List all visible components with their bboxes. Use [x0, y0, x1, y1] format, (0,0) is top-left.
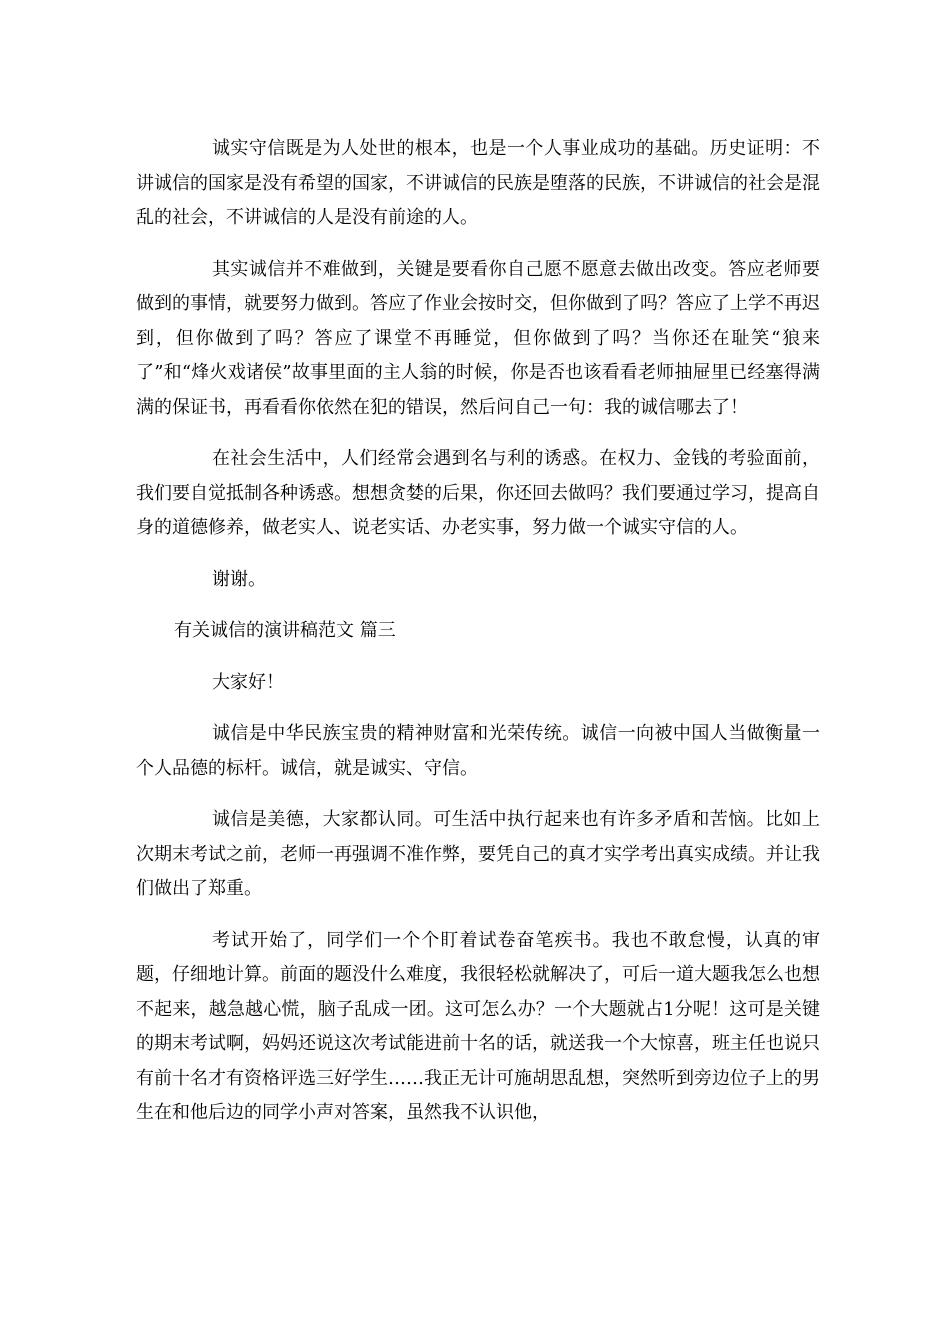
paragraph-exam-story: 考试开始了，同学们一个个盯着试卷奋笔疾书。我也不敢怠慢，认真的审题，仔细地计算。前面的题没什么难度，我很轻松就解决了，可后一道大题我怎么也想不起来，越急越心慌，脑子乱成一团。这可怎么办？一个大题就占1分呢！这可是关键的期末考试啊，妈妈还说这次考试能进前十名的话，就送我一个大惊喜，班主任也说只有前十名才有资格评选三好学生……我正无计可施胡思乱想，突然听到旁边位子上的男生在和他后边的同学小声对答案，虽然我不认识他， — [136, 929, 820, 1123]
paragraph-thanks: 谢谢。 — [212, 568, 266, 590]
paragraph-honesty-not-hard: 其实诚信并不难做到，关键是要看你自己愿不愿意去做出改变。答应老师要做到的事情，就要努力做到。答应了作业会按时交，但你做到了吗？答应了上学不再迟到，但你做到了吗？答应了课堂不再睡觉，但你做到了吗？当你还在耻笑“狼来了”和“烽火戏诸侯”故事里面的主人翁的时候，你是否也该看看老师抽屉里已经塞得满满的保证书，再看看你依然在犯的错误，然后问自己一句：我的诚信哪去了！ — [136, 258, 820, 418]
paragraph-honesty-foundation: 诚实守信既是为人处世的根本，也是一个人事业成功的基础。历史证明：不讲诚信的国家是没有希望的国家，不讲诚信的民族是堕落的民族，不讲诚信的社会是混乱的社会，不讲诚信的人是没有前途的人。 — [136, 138, 820, 228]
section-heading: 有关诚信的演讲稿范文 篇三 — [174, 620, 396, 641]
paragraph-honesty-tradition: 诚信是中华民族宝贵的精神财富和光荣传统。诚信一向被中国人当做衡量一个人品德的标杆。诚信，就是诚实、守信。 — [136, 723, 820, 779]
paragraph-honesty-virtue: 诚信是美德，大家都认同。可生活中执行起来也有许多矛盾和苦恼。比如上次期末考试之前，老师一再强调不准作弊，要凭自己的真才实学考出真实成绩。并让我们做出了郑重。 — [136, 809, 820, 899]
document-body — [136, 132, 820, 1148]
paragraph-greeting: 大家好！ — [212, 671, 284, 693]
paragraph-temptation: 在社会生活中，人们经常会遇到名与利的诱惑。在权力、金钱的考验面前，我们要自觉抵制各种诱惑。想想贪婪的后果，你还回去做吗？我们要通过学习，提高自身的道德修养，做老实人、说老实话、办老实事，努力做一个诚实守信的人。 — [136, 448, 820, 538]
